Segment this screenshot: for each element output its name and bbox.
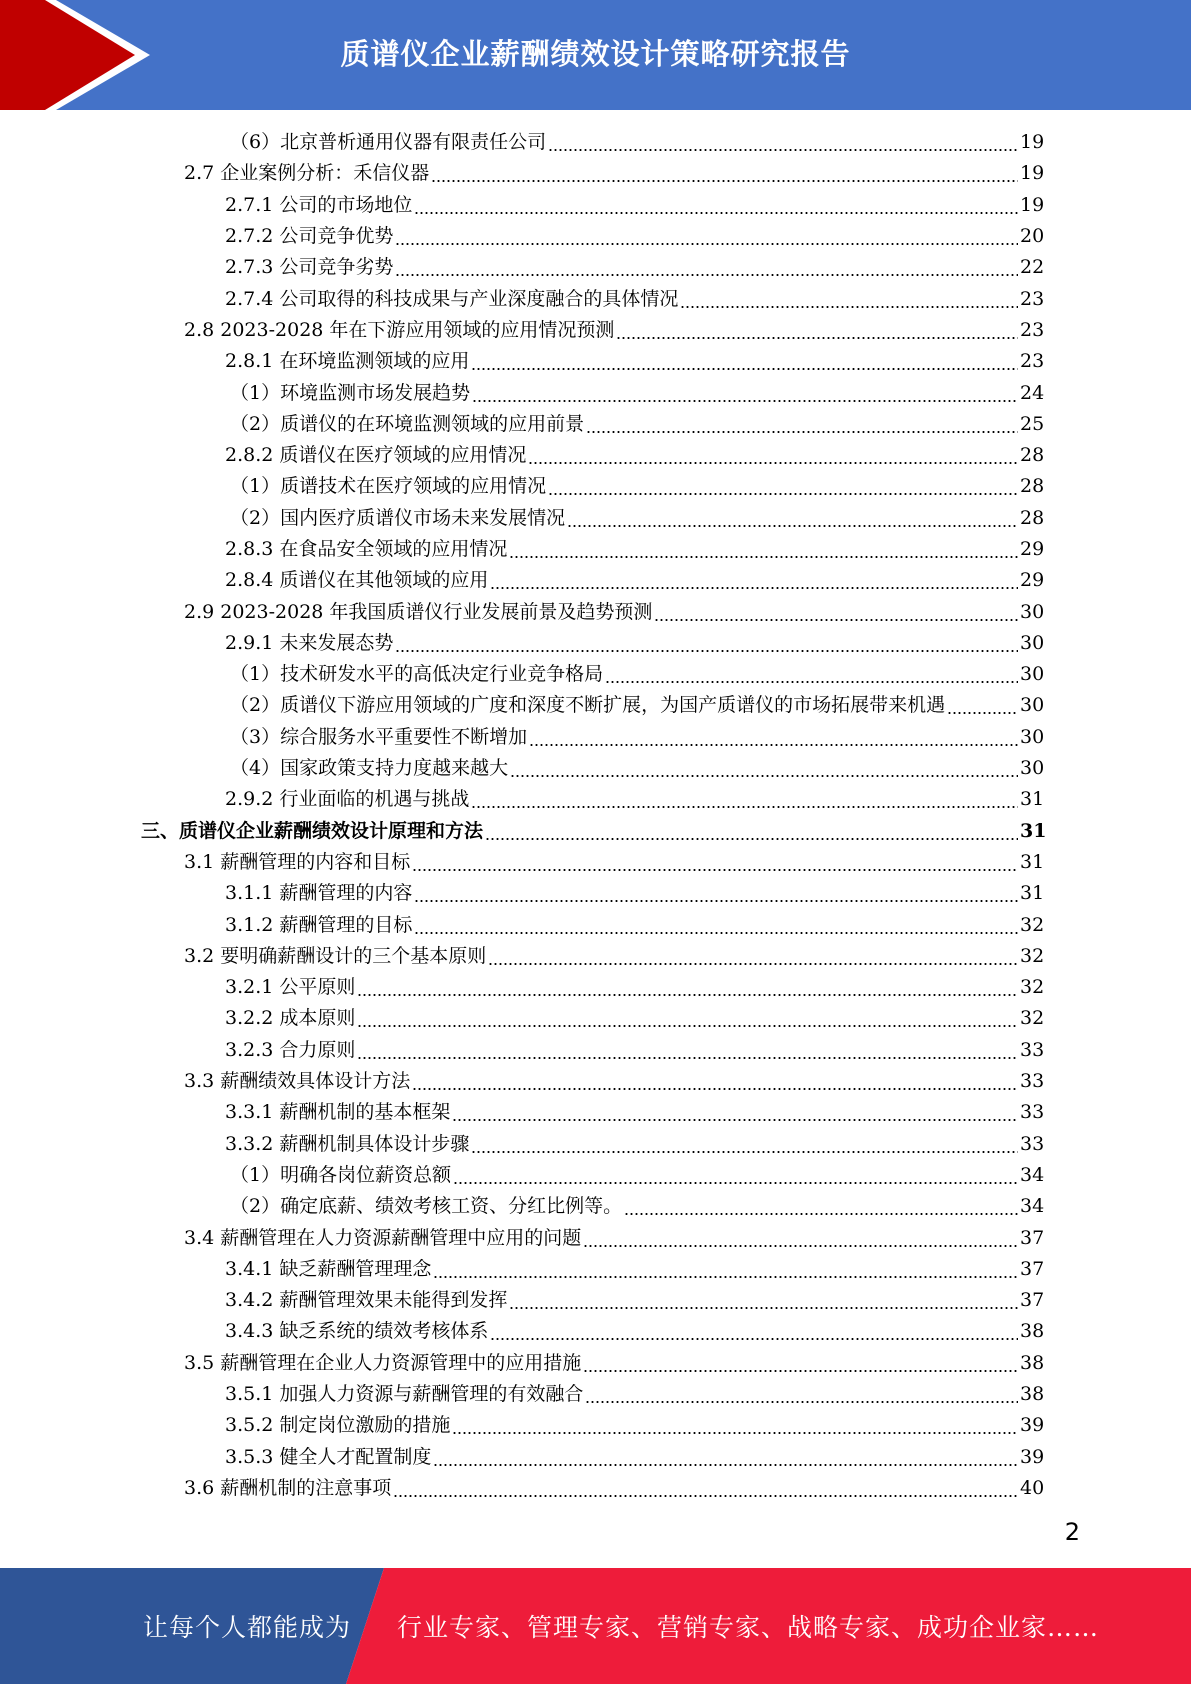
- toc-entry[interactable]: [0, 1348, 1191, 1379]
- toc-entry-title: 3.5.3 健全人才配置制度: [225, 1445, 432, 1468]
- toc-entry-title: 3.6 薪酬机制的注意事项: [184, 1476, 392, 1499]
- toc-entry[interactable]: [0, 1285, 1191, 1316]
- toc-entry-title: 2.8 2023-2028 年在下游应用领域的应用情况预测: [184, 318, 615, 341]
- toc-entry-page: 32: [1020, 976, 1045, 999]
- toc-entry[interactable]: [0, 1066, 1191, 1097]
- toc-entry-page: 23: [1020, 287, 1045, 310]
- toc-entry[interactable]: [0, 1160, 1191, 1191]
- toc-entry-page: 31: [1020, 788, 1045, 811]
- toc-entry-page: 29: [1020, 569, 1045, 592]
- toc-entry[interactable]: [0, 127, 1191, 158]
- toc-entry-page: 37: [1020, 1289, 1045, 1312]
- toc-entry-title: 3.1.1 薪酬管理的内容: [225, 882, 413, 905]
- report-title: 质谱仪企业薪酬绩效设计策略研究报告: [340, 36, 851, 71]
- toc-entry-page: 23: [1020, 318, 1045, 341]
- toc-leader-dots: [529, 728, 1018, 747]
- toc-entry-title: 3.5.2 制定岗位激励的措施: [225, 1414, 451, 1437]
- toc-leader-dots: [414, 916, 1018, 935]
- toc-entry[interactable]: [0, 440, 1191, 471]
- toc-leader-dots: [528, 446, 1018, 465]
- table-of-contents: [0, 127, 1191, 1504]
- toc-leader-dots: [654, 603, 1018, 622]
- toc-entry[interactable]: [0, 503, 1191, 534]
- toc-leader-dots: [395, 634, 1018, 653]
- toc-entry-page: 22: [1020, 256, 1045, 279]
- toc-leader-dots: [433, 1448, 1018, 1467]
- toc-entry-title: （2）确定底薪、绩效考核工资、分红比例等。: [230, 1195, 623, 1218]
- toc-entry-title: 2.7.3 公司竞争劣势: [225, 256, 394, 279]
- toc-leader-dots: [412, 1072, 1018, 1091]
- toc-entry[interactable]: [0, 1191, 1191, 1222]
- toc-entry[interactable]: [0, 190, 1191, 221]
- toc-entry-title: 3.4.1 缺乏薪酬管理理念: [225, 1257, 432, 1280]
- toc-entry[interactable]: [0, 878, 1191, 909]
- toc-leader-dots: [357, 978, 1018, 997]
- toc-leader-dots: [947, 696, 1018, 715]
- toc-entry[interactable]: [0, 1035, 1191, 1066]
- toc-entry-title: （1）明确各岗位薪资总额: [230, 1163, 452, 1186]
- toc-leader-dots: [585, 1385, 1018, 1404]
- toc-entry-page: 38: [1020, 1383, 1045, 1406]
- toc-entry[interactable]: [0, 252, 1191, 283]
- toc-entry[interactable]: [0, 941, 1191, 972]
- toc-entry-page: 33: [1020, 1038, 1045, 1061]
- toc-entry-page: 40: [1020, 1476, 1045, 1499]
- toc-leader-dots: [583, 1354, 1018, 1373]
- toc-entry-page: 28: [1020, 506, 1045, 529]
- toc-leader-dots: [509, 540, 1018, 559]
- toc-leader-dots: [509, 1291, 1018, 1310]
- toc-entry-title: 3.3.2 薪酬机制具体设计步骤: [225, 1132, 470, 1155]
- toc-leader-dots: [485, 822, 1018, 841]
- toc-entry-page: 30: [1020, 757, 1045, 780]
- toc-entry-page: 29: [1020, 538, 1045, 560]
- toc-leader-dots: [452, 1416, 1018, 1435]
- toc-entry[interactable]: [0, 722, 1191, 753]
- toc-entry-title: 2.9.2 行业面临的机遇与挑战: [225, 788, 470, 811]
- toc-leader-dots: [567, 509, 1018, 528]
- toc-entry-page: 23: [1020, 350, 1045, 373]
- toc-entry-title: （3）综合服务水平重要性不断增加: [230, 725, 528, 748]
- toc-leader-dots: [680, 290, 1018, 309]
- toc-entry-page: 33: [1020, 1132, 1045, 1155]
- toc-entry-page: 31: [1020, 850, 1045, 873]
- toc-entry-title: 2.7.1 公司的市场地位: [225, 193, 413, 216]
- toc-entry-page: 33: [1020, 1101, 1045, 1124]
- toc-entry[interactable]: [0, 158, 1191, 189]
- toc-leader-dots: [490, 1322, 1018, 1341]
- toc-entry[interactable]: [0, 377, 1191, 408]
- toc-entry-page: 20: [1020, 225, 1045, 248]
- toc-leader-dots: [452, 1103, 1018, 1122]
- toc-entry-page: 25: [1020, 412, 1045, 435]
- toc-entry[interactable]: [0, 1473, 1191, 1504]
- toc-entry-title: 3.4.2 薪酬管理效果未能得到发挥: [225, 1289, 508, 1312]
- toc-entry-page: 32: [1020, 913, 1045, 936]
- toc-entry-title: 2.7 企业案例分析：禾信仪器: [184, 162, 430, 185]
- toc-entry-title: 3.4.3 缺乏系统的绩效考核体系: [225, 1320, 489, 1343]
- toc-leader-dots: [395, 227, 1018, 246]
- toc-entry-page: 30: [1020, 600, 1045, 623]
- toc-leader-dots: [433, 1260, 1018, 1279]
- toc-entry[interactable]: [0, 409, 1191, 440]
- toc-leader-dots: [548, 133, 1018, 152]
- toc-entry[interactable]: [0, 784, 1191, 815]
- toc-entry[interactable]: [0, 1441, 1191, 1472]
- toc-entry[interactable]: [0, 1410, 1191, 1441]
- header-banner: [0, 0, 1191, 110]
- toc-leader-dots: [583, 1229, 1018, 1248]
- toc-entry[interactable]: [0, 909, 1191, 940]
- toc-entry-title: 2.7.4 公司取得的科技成果与产业深度融合的具体情况: [225, 287, 679, 310]
- toc-entry-title: 2.9.1 未来发展态势: [225, 631, 394, 654]
- toc-leader-dots: [395, 258, 1018, 277]
- toc-entry-page: 30: [1020, 694, 1045, 717]
- toc-entry-page: 28: [1020, 444, 1045, 467]
- toc-leader-dots: [472, 384, 1018, 403]
- toc-entry-title: （1）环境监测市场发展趋势: [230, 381, 471, 404]
- toc-entry-title: （1）技术研发水平的高低决定行业竞争格局: [230, 663, 604, 686]
- toc-entry-page: 32: [1020, 944, 1045, 967]
- toc-entry-page: 30: [1020, 663, 1045, 686]
- toc-entry[interactable]: [0, 1379, 1191, 1410]
- toc-entry[interactable]: [0, 1129, 1191, 1160]
- toc-entry[interactable]: [0, 471, 1191, 502]
- toc-entry-title: （4）国家政策支持力度越来越大: [230, 757, 509, 780]
- toc-entry[interactable]: [0, 283, 1191, 314]
- toc-entry-page: 38: [1020, 1351, 1045, 1374]
- toc-entry[interactable]: [0, 596, 1191, 627]
- toc-entry-page: 32: [1020, 1007, 1045, 1030]
- toc-entry-title: （6）北京普析通用仪器有限责任公司: [230, 131, 547, 154]
- toc-entry[interactable]: [0, 753, 1191, 784]
- toc-entry[interactable]: [0, 847, 1191, 878]
- toc-entry-title: 3.4 薪酬管理在人力资源薪酬管理中应用的问题: [184, 1226, 582, 1249]
- page-number: 2: [1064, 1518, 1080, 1546]
- toc-entry-title: 3.3 薪酬绩效具体设计方法: [184, 1070, 411, 1093]
- toc-entry-page: 39: [1020, 1414, 1045, 1437]
- toc-entry-page: 28: [1020, 475, 1045, 498]
- toc-entry[interactable]: [0, 690, 1191, 721]
- footer-slogan-left: 让每个人都能成为: [143, 1613, 352, 1642]
- toc-leader-dots: [414, 884, 1018, 903]
- toc-entry[interactable]: [0, 628, 1191, 659]
- toc-leader-dots: [490, 571, 1018, 590]
- toc-leader-dots: [471, 352, 1018, 371]
- toc-entry-title: 3.1 薪酬管理的内容和目标: [184, 850, 411, 873]
- toc-entry-title: 2.8.1 在环境监测领域的应用: [225, 350, 470, 373]
- toc-leader-dots: [431, 164, 1018, 183]
- toc-entry-title: 3.5 薪酬管理在企业人力资源管理中的应用措施: [184, 1351, 582, 1374]
- toc-entry[interactable]: [0, 1316, 1191, 1347]
- footer-slogan-right: 行业专家、管理专家、营销专家、战略专家、成功企业家……: [397, 1613, 1100, 1642]
- toc-entry-title: （2）质谱仪的在环境监测领域的应用前景: [230, 412, 585, 435]
- toc-entry-title: 3.1.2 薪酬管理的目标: [225, 913, 413, 936]
- toc-leader-dots: [471, 790, 1018, 809]
- toc-entry-page: 31: [1020, 882, 1045, 905]
- toc-entry-page: 24: [1020, 381, 1045, 404]
- toc-entry-title: 3.2.2 成本原则: [225, 1007, 356, 1030]
- toc-leader-dots: [605, 665, 1018, 684]
- toc-entry-page: 30: [1020, 725, 1045, 748]
- toc-entry-title: 3.5.1 加强人力资源与薪酬管理的有效融合: [225, 1383, 584, 1406]
- toc-entry-title: 三、质谱仪企业薪酬绩效设计原理和方法: [141, 819, 484, 842]
- toc-entry-title: 3.2.3 合力原则: [225, 1038, 356, 1061]
- toc-entry[interactable]: [0, 1254, 1191, 1285]
- toc-entry-title: 2.8.3 在食品安全领域的应用情况: [225, 538, 508, 560]
- toc-entry[interactable]: [0, 315, 1191, 346]
- toc-entry[interactable]: [0, 816, 1191, 847]
- toc-entry-title: 2.7.2 公司竞争优势: [225, 225, 394, 248]
- footer-banner: [0, 1568, 1191, 1684]
- toc-leader-dots: [624, 1197, 1018, 1216]
- toc-entry-title: （2）国内医疗质谱仪市场未来发展情况: [230, 506, 566, 529]
- toc-entry-title: （2）质谱仪下游应用领域的广度和深度不断扩展，为国产质谱仪的市场拓展带来机遇: [230, 694, 946, 717]
- toc-entry[interactable]: [0, 221, 1191, 252]
- toc-entry-title: （1）质谱技术在医疗领域的应用情况: [230, 475, 547, 498]
- toc-entry-title: 3.3.1 薪酬机制的基本框架: [225, 1101, 451, 1124]
- toc-entry[interactable]: [0, 972, 1191, 1003]
- toc-entry[interactable]: [0, 1097, 1191, 1128]
- toc-leader-dots: [453, 1166, 1018, 1185]
- toc-leader-dots: [488, 947, 1018, 966]
- toc-entry-page: 37: [1020, 1257, 1045, 1280]
- toc-entry-page: 38: [1020, 1320, 1045, 1343]
- toc-entry[interactable]: [0, 1222, 1191, 1253]
- toc-leader-dots: [357, 1041, 1018, 1060]
- toc-entry-title: 3.2.1 公平原则: [225, 976, 356, 999]
- toc-entry[interactable]: [0, 1003, 1191, 1034]
- toc-entry-page: 37: [1020, 1226, 1045, 1249]
- toc-leader-dots: [616, 321, 1018, 340]
- toc-leader-dots: [586, 415, 1018, 434]
- toc-entry-page: 30: [1020, 631, 1045, 654]
- toc-leader-dots: [414, 196, 1018, 215]
- toc-leader-dots: [393, 1479, 1018, 1498]
- toc-entry-title: 2.8.4 质谱仪在其他领域的应用: [225, 569, 489, 592]
- toc-entry-page: 19: [1020, 131, 1045, 154]
- toc-entry-page: 31: [1020, 819, 1047, 842]
- toc-entry-page: 19: [1020, 193, 1045, 216]
- toc-entry[interactable]: [0, 565, 1191, 596]
- toc-leader-dots: [412, 853, 1018, 872]
- toc-leader-dots: [471, 1135, 1018, 1154]
- toc-entry-page: 34: [1020, 1195, 1045, 1218]
- toc-entry-page: 19: [1020, 162, 1045, 185]
- toc-entry-page: 39: [1020, 1445, 1045, 1468]
- toc-entry[interactable]: [0, 659, 1191, 690]
- toc-leader-dots: [510, 759, 1018, 778]
- toc-entry-page: 34: [1020, 1163, 1045, 1186]
- toc-entry-title: 2.8.2 质谱仪在医疗领域的应用情况: [225, 444, 527, 467]
- toc-entry-title: 3.2 要明确薪酬设计的三个基本原则: [184, 944, 487, 967]
- toc-leader-dots: [548, 477, 1018, 496]
- toc-entry[interactable]: [0, 346, 1191, 377]
- toc-leader-dots: [357, 1009, 1018, 1028]
- toc-entry-page: 33: [1020, 1070, 1045, 1093]
- toc-entry[interactable]: [0, 534, 1191, 565]
- toc-entry-title: 2.9 2023-2028 年我国质谱仪行业发展前景及趋势预测: [184, 600, 653, 623]
